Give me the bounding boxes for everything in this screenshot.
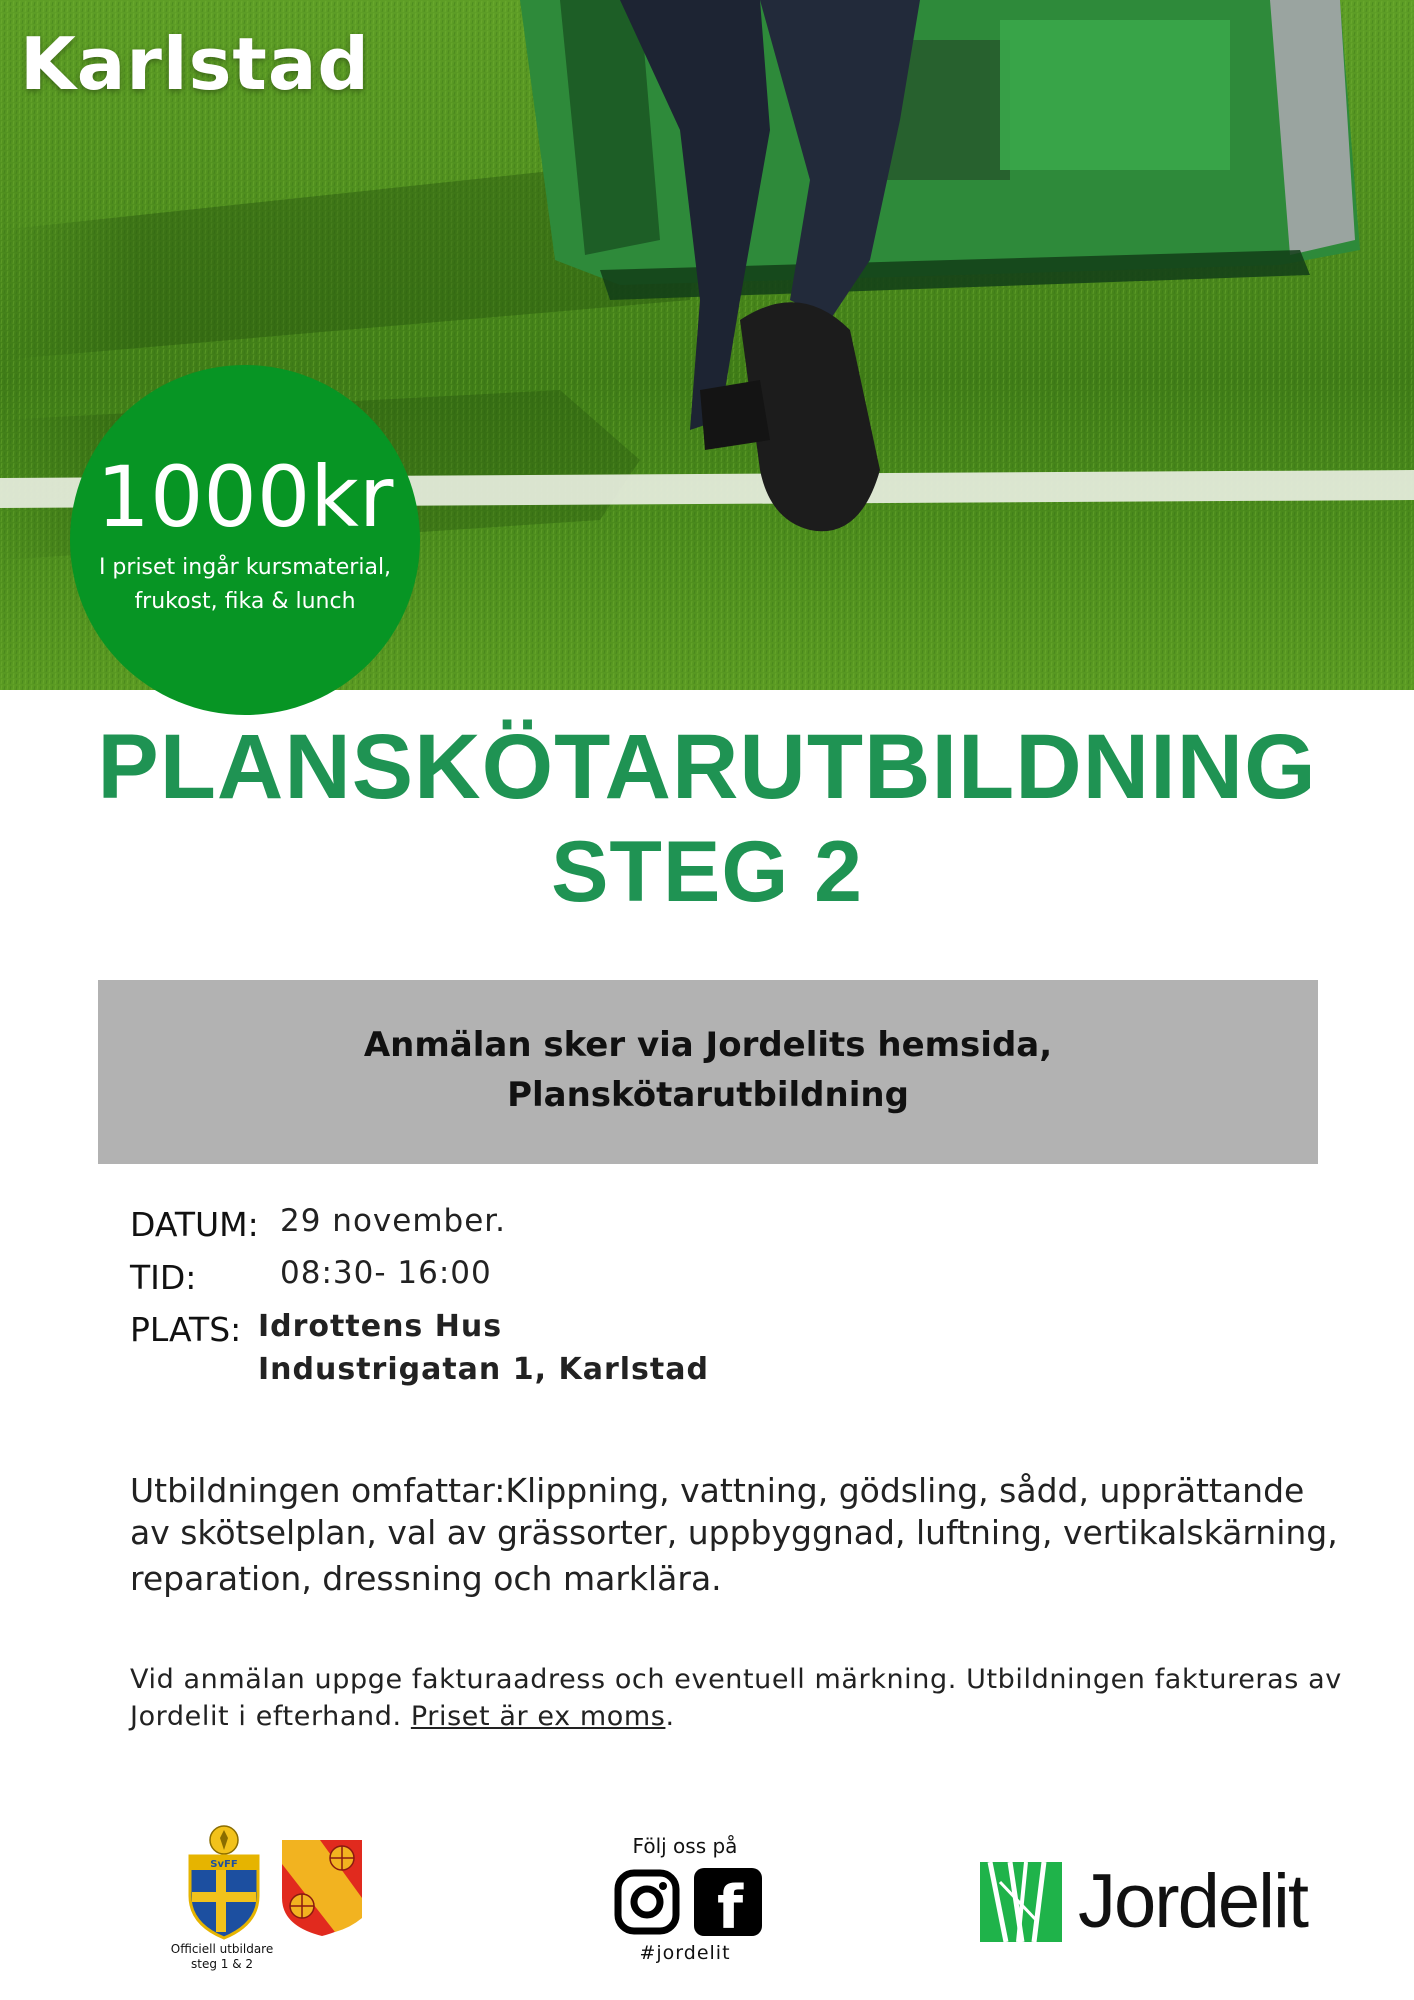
course-level: STEG 2	[551, 824, 863, 920]
invoice-suffix: .	[665, 1701, 675, 1732]
course-content-line: reparation, dressning och marklära.	[130, 1559, 722, 1598]
invoice-line	[130, 1698, 1350, 1735]
svff-letters: SvFF	[210, 1859, 238, 1870]
facebook-letter: f	[716, 1873, 744, 1936]
jordelit-logo-icon	[980, 1862, 1062, 1942]
svff-shield-icon	[186, 1822, 262, 1940]
invoice-line: Vid anmälan uppge fakturaadress och eventuell märkning. Utbildningen faktureras av	[130, 1664, 1342, 1695]
time-value: 08:30- 16:00	[280, 1255, 492, 1291]
course-content-line: Utbildningen omfattar:Klippning, vattning, gödsling, sådd, upprättande	[130, 1471, 1305, 1510]
place-address: Industrigatan 1, Karlstad	[258, 1352, 709, 1387]
date-value: 29 november.	[280, 1203, 507, 1239]
jordelit-wordmark: Jordelit	[1078, 1859, 1307, 1944]
svff-caption-line: Officiell utbildare	[170, 1942, 274, 1956]
hashtag: #jordelit	[639, 1942, 731, 1964]
time-label: TID:	[130, 1258, 197, 1297]
price-amount: 1000kr	[96, 448, 394, 546]
registration-box	[98, 980, 1318, 1164]
svff-caption-line: steg 1 & 2	[190, 1957, 254, 1971]
regional-coat-of-arms-icon	[280, 1838, 364, 1938]
registration-text	[98, 1020, 1318, 1120]
price-note	[90, 551, 400, 619]
invoice-info	[130, 1661, 1350, 1735]
svff-caption	[150, 1942, 294, 1972]
invoice-prefix: Jordelit i efterhand.	[130, 1701, 411, 1732]
price-note-line: frukost, fika & lunch	[134, 589, 356, 614]
course-content	[130, 1470, 1350, 1600]
price-note-line: I priset ingår kursmaterial,	[98, 555, 392, 580]
registration-line: Planskötarutbildning	[507, 1075, 909, 1115]
registration-line: Anmälan sker via Jordelits hemsida,	[363, 1025, 1053, 1065]
vat-note: Priset är ex moms	[410, 1701, 666, 1732]
follow-label: Följ oss på	[632, 1834, 738, 1858]
place-name: Idrottens Hus	[258, 1309, 503, 1344]
instagram-icon[interactable]	[614, 1869, 680, 1935]
facebook-icon[interactable]	[694, 1868, 762, 1936]
course-content-line: av skötselplan, val av grässorter, uppbyggnad, luftning, vertikalskärning,	[130, 1513, 1338, 1552]
date-label: DATUM:	[130, 1205, 259, 1244]
price-badge	[70, 365, 420, 715]
course-title: PLANSKÖTARUTBILDNING	[97, 716, 1317, 818]
city-name: Karlstad	[20, 22, 370, 106]
place-label: PLATS:	[130, 1310, 242, 1349]
